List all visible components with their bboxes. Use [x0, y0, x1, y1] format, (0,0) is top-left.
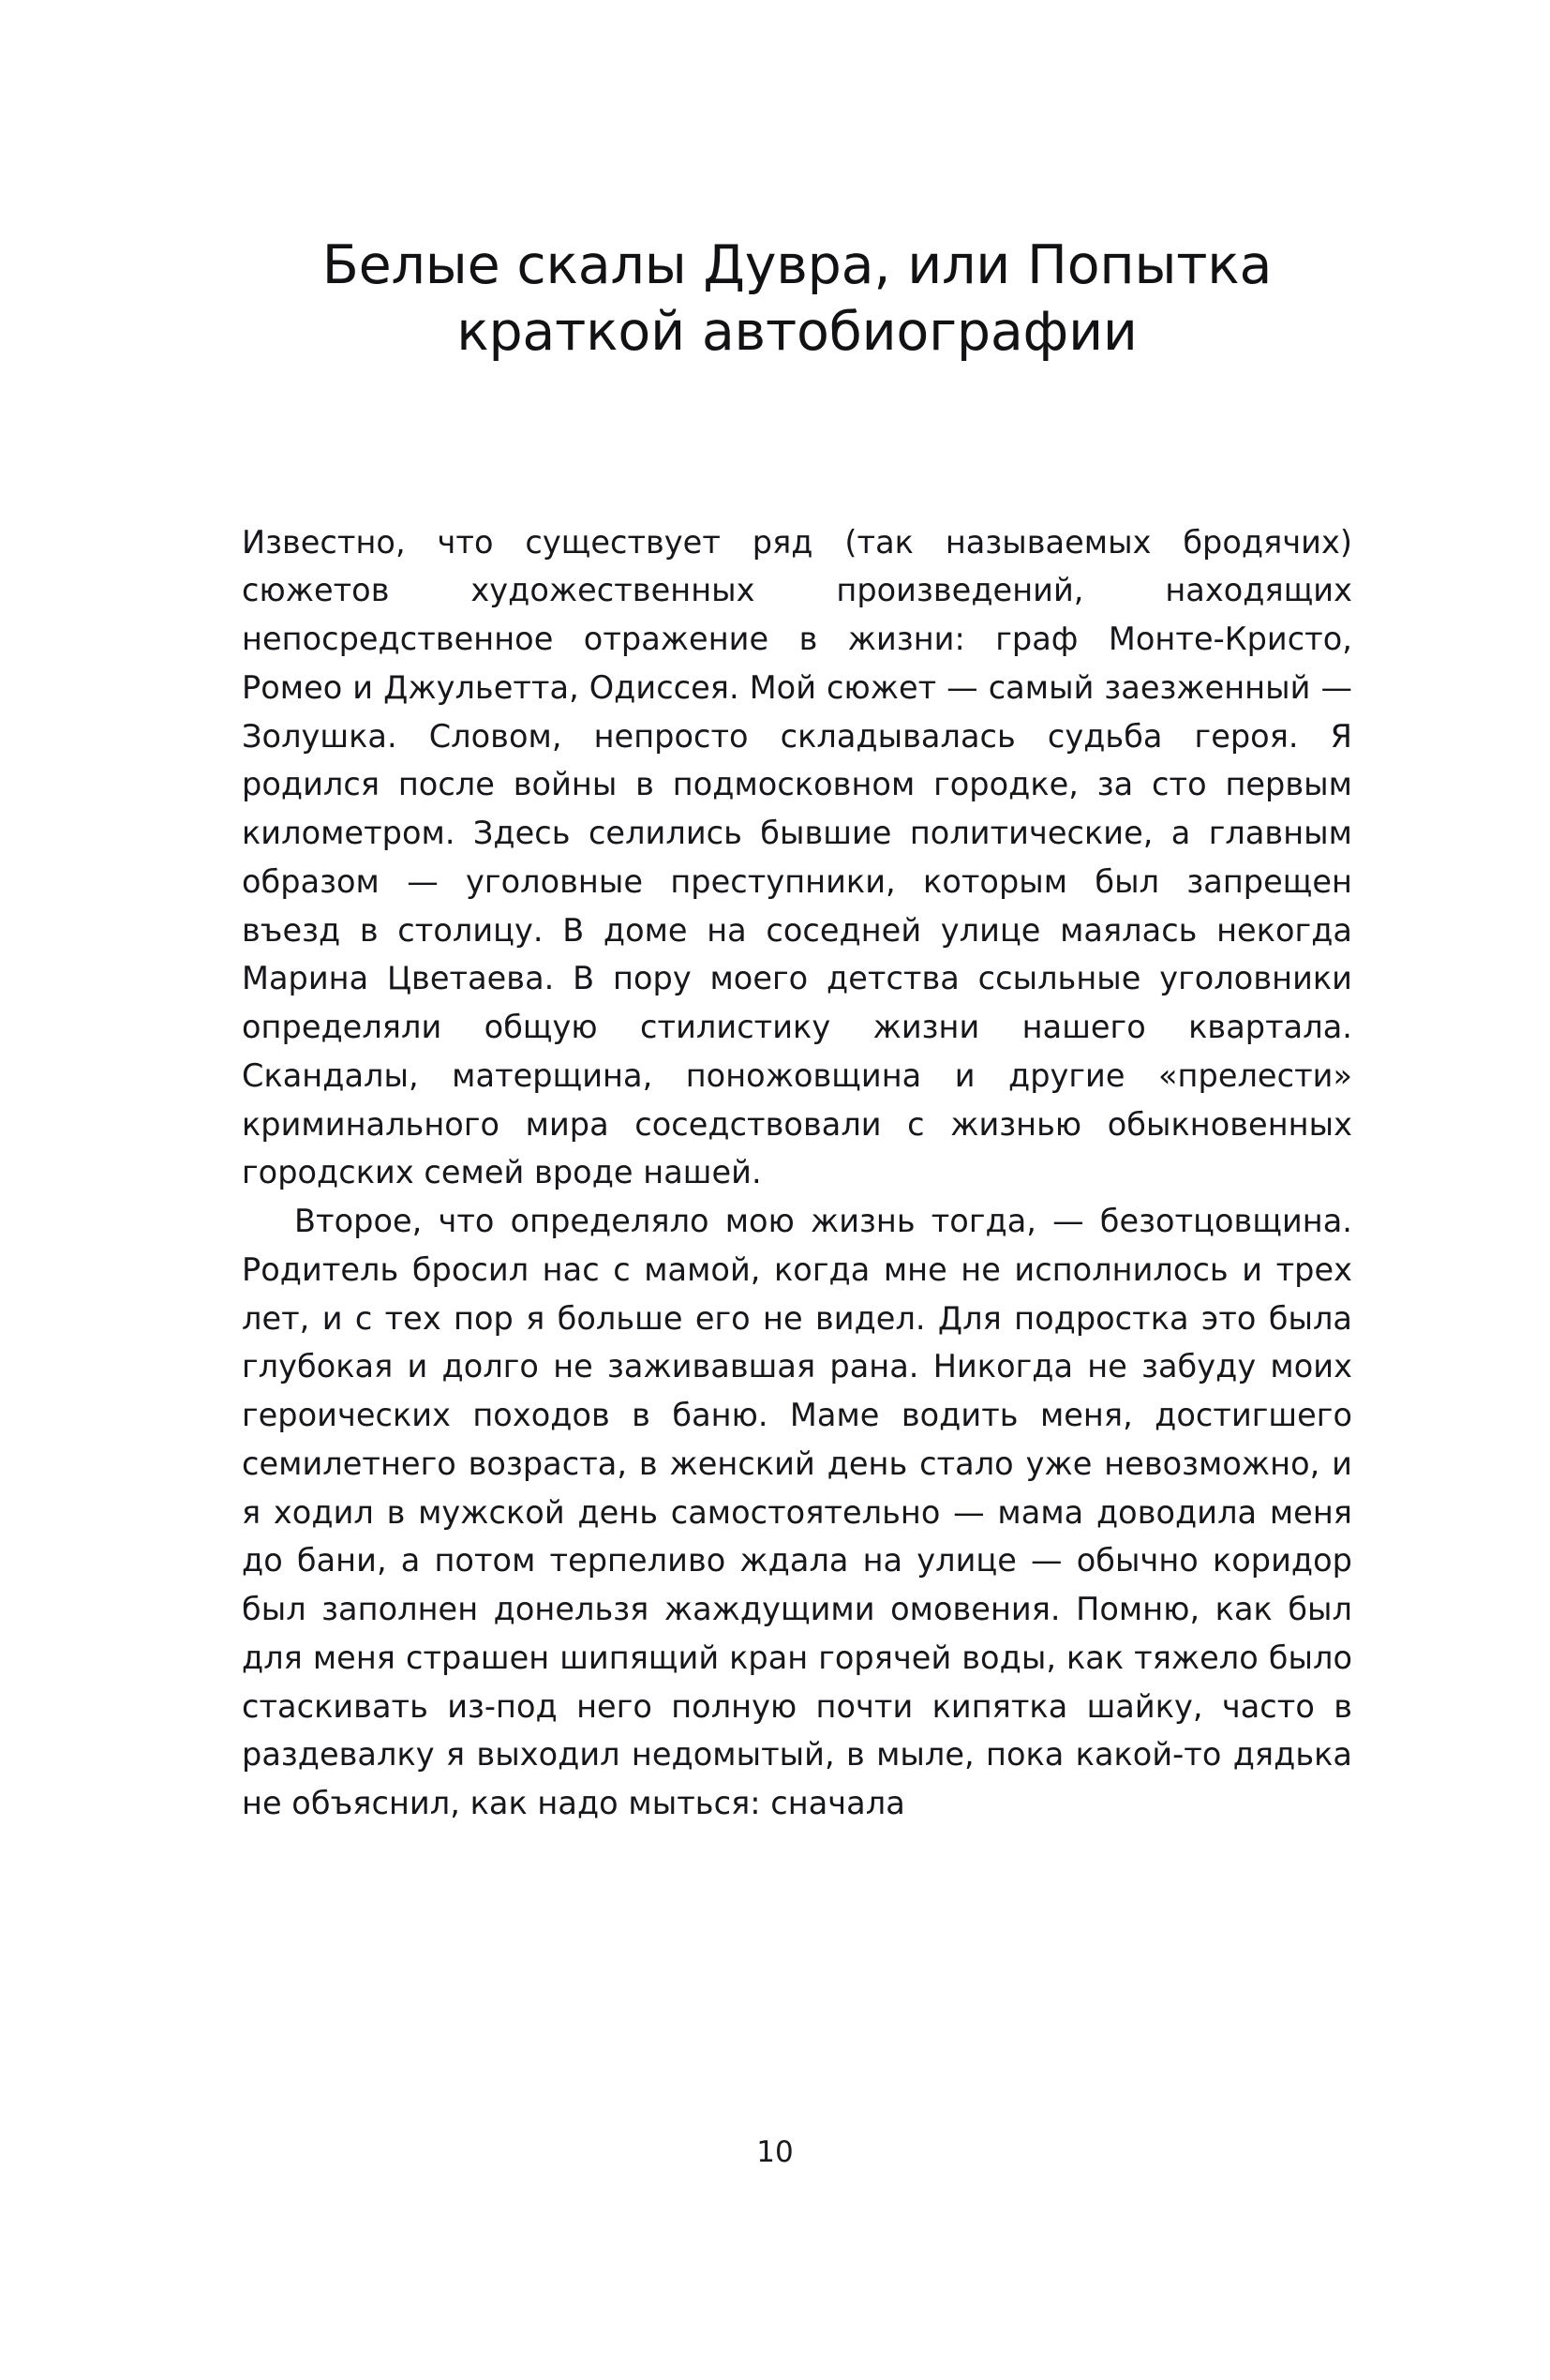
body-text — [242, 367, 1352, 1828]
chapter-title-line-1: Белые скалы Дувра, или Попытка — [321, 234, 1273, 296]
chapter-title-line-2: краткой автобиографии — [456, 301, 1138, 364]
page-content — [242, 0, 1352, 1828]
page-title — [242, 0, 1352, 367]
paragraph: Второе, что определяло мою жизнь тогда, — безотцовщина. Родитель бросил нас с мамой, когда мне не исполнилось и трех лет, и с тех пор я больше его не видел. Для подростка это была глубокая и долго не заживавшая рана. Никогда не забуду моих героических походов в баню. Маме водить меня, достигшего семилетнего возраста, в женский день стало уже невозможно, и я ходил в мужской день самостоятельно — мама доводила меня до бани, а потом терпеливо ждала на улице — обычно коридор был заполнен донельзя жаждущими омовения. Помню, как был для меня страшен шипящий кран горячей воды, как тяжело было стаскивать из-под него полную почти кипятка шайку, часто в раздевалку я выходил недомытый, в мыле, пока какой-то дядька не объяснил, как надо мыться: сначала — [242, 1203, 1352, 1821]
page-number: 10 — [756, 2135, 794, 2169]
paragraph: Известно, что существует ряд (так называемых бродячих) сюжетов художественных произведений, находящих непосредственное отражение в жизни: граф Монте-Кристо, Ромео и Джульетта, Одиссея. Мой сюжет — самый заезженный — Золушка. Словом, непросто складывалась судьба героя. Я родился после войны в подмосковном городке, за сто первым километром. Здесь селились бывшие политические, а главным образом — уголовные преступники, которым был запрещен въезд в столицу. В доме на соседней улице маялась некогда Марина Цветаева. В пору моего детства ссыльные уголовники определяли общую стилистику жизни нашего квартала. Скандалы, матерщина, поножовщина и другие «прелести» криминального мира соседствовали с жизнью обыкновенных городских семей вроде нашей. — [242, 523, 1352, 1191]
